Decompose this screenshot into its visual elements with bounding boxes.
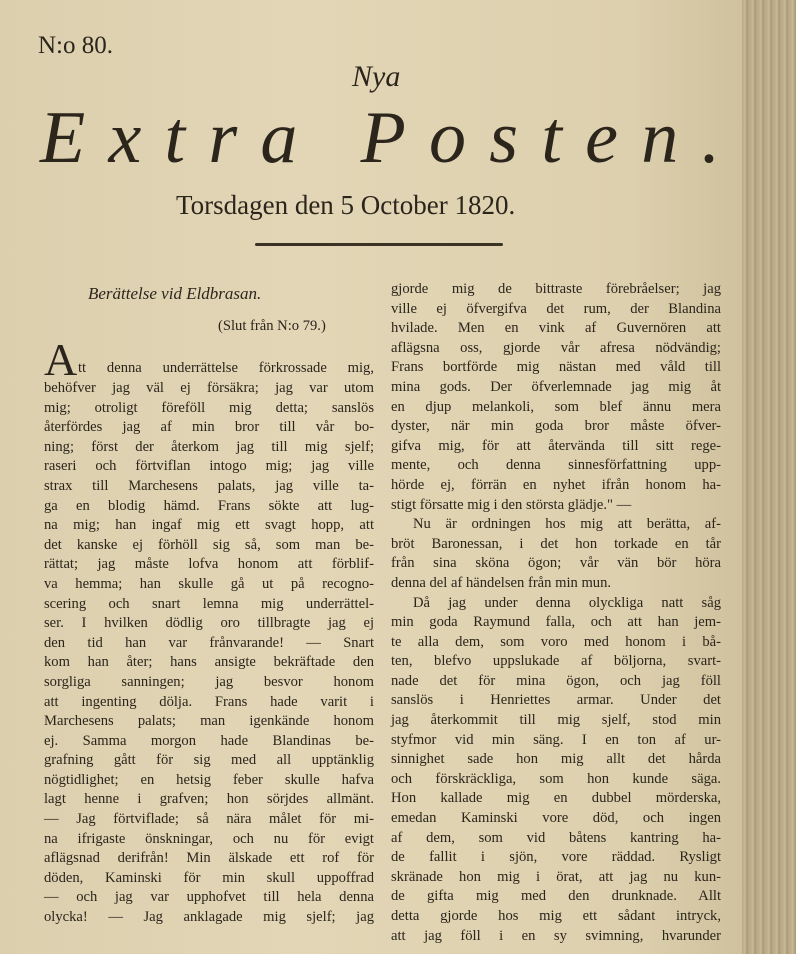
text-line: lagt henne i grafven; hon sörjdes allmänt. (44, 791, 374, 808)
right-column (391, 280, 721, 946)
text-line: det kanske ej förhöll sig så, som man be- (44, 536, 374, 553)
text-line: Då jag under denna olyckliga natt såg (413, 594, 721, 611)
text-line: styfmor vid min säng. I en ton af ur- (391, 731, 721, 748)
text-line: ville ej öfvergifva det rum, der Blandina (391, 300, 721, 317)
article-first-line: tt denna underrättelse förkrossade mig, (78, 360, 374, 376)
text-line: af dem, som vid båtens kantring ha- (391, 829, 721, 846)
text-line: denna del af händelsen från min mun. (391, 574, 612, 591)
text-line: döden, Kaminski för min skull uppoffrad (44, 869, 374, 886)
masthead-letter: t (164, 97, 186, 179)
text-line: nade det för mina ögon, och jag föll (391, 672, 721, 689)
text-line: Frans bortförde mig nästan med våld till (391, 359, 721, 376)
book-spine-edge (742, 0, 796, 954)
text-line: sanslös i Henriettes armar. Under det (391, 692, 721, 709)
masthead-letter: . (701, 97, 720, 179)
text-line: behöfver jag väl ej försäkra; jag var utom (44, 380, 374, 396)
text-line: ning; först der återkom jag till mig sjelf; (44, 438, 374, 455)
text-line: aflägsna oss, gjorde vår afresa nödvändig; (391, 339, 721, 356)
text-line: na ifrigaste önskningar, och nu för evigt (44, 830, 374, 847)
text-line: de fallit i sjön, vore räddad. Rysligt (391, 849, 721, 866)
text-line: hörde ej, förrän en nyhet ifrån honom ha- (391, 476, 721, 493)
text-line: kom han åter; hans ansigte bekräftade den (44, 654, 374, 671)
text-line: olycka! — Jag anklagade mig sjelf; jag (44, 909, 374, 926)
text-line: skränade hon mig i örat, att jag nu kun- (391, 868, 721, 885)
text-line: va hemma; han skulle gå ut på recogno- (44, 575, 374, 592)
masthead-letter: s (489, 97, 519, 179)
text-line: mina gods. Der öfverlemnade jag mig åt (391, 378, 721, 395)
text-line: sinnighet sade hon mig allt det hårda (391, 751, 721, 768)
text-line: min goda Raymund falla, och att han jem- (391, 614, 721, 631)
text-line: de gifta mig med den drunknade. Allt (391, 888, 721, 905)
text-line: den tid han var frånvarande! — Snart (44, 634, 374, 651)
text-line: Marchesens palats; man igenkände honom (44, 713, 374, 730)
article-title: Berättelse vid Eldbrasan. (88, 284, 262, 303)
text-line: ser. I hvilken dödlig oro tillbragte jag ej (44, 615, 374, 632)
masthead-letter: r (208, 97, 238, 179)
text-line: mente, och denna sinnesförfattning upp- (391, 457, 721, 474)
text-line: att jag föll i en sy svimning, hvarunder (391, 927, 721, 944)
masthead-letter: e (585, 97, 618, 179)
text-line: nögtidlighet; en hetsig feber skulle hafva (44, 771, 374, 788)
text-line: jag återkommit till mig sjelf, stod min (391, 712, 721, 729)
text-line: hvilade. Men en vink af Guvernören att (391, 320, 721, 337)
masthead-prefix: Nya (352, 60, 401, 93)
dateline: Torsdagen den 5 October 1820. (176, 190, 516, 220)
header-divider (255, 243, 503, 246)
text-line: emedan Kaminski vore död, och ingen (391, 810, 721, 827)
text-line: mig; otroligt föreföll mig detta; sanslös (44, 399, 374, 416)
text-line: te alla dem, som voro med honom i bå- (391, 633, 721, 650)
text-line: detta gjorde hos mig ett sådant intryck, (391, 908, 721, 924)
text-line: ten, blefvo uppslukade af böljorna, svart- (391, 653, 721, 670)
text-line: återfördes jag af min bror till vår bo- (44, 419, 374, 436)
masthead-letter: o (429, 97, 467, 179)
text-line: — Jag förtviflade; så nära målet för mi- (44, 811, 374, 828)
text-line: na mig; han ingaf mig ett svagt hopp, att (44, 517, 374, 534)
drop-cap: A (44, 334, 78, 385)
left-column (44, 379, 374, 928)
text-line: grafning gått för sig med all upptänklig (44, 752, 374, 769)
text-line: ga en blodig hämd. Frans sökte att lug- (44, 497, 374, 514)
masthead-letter: x (108, 97, 142, 179)
text-line: gjorde mig de bittraste förebråelser; jag (391, 281, 721, 297)
text-line: bröt Baronessan, i det hon torkade en tår (391, 535, 721, 552)
issue-number: N:o 80. (38, 32, 113, 59)
text-line: en djup melankoli, som blef ännu mera (391, 398, 721, 415)
text-line: rättat; jag måste lofva honom att förblif- (44, 556, 374, 573)
masthead-letter: a (260, 97, 298, 179)
text-line: Nu är ordningen hos mig att berätta, af- (413, 516, 721, 533)
continued-note: (Slut från N:o 79.) (218, 318, 326, 334)
text-line: och förskräckliga, som hon kunde säga. (391, 770, 721, 787)
text-line: scering och snart lemna mig underrättel- (44, 595, 374, 612)
text-line: dyster, när min goda bror måste öfver- (391, 418, 721, 435)
text-line: att ingenting dölja. Frans hade varit i (44, 693, 374, 710)
masthead-letter: n (641, 97, 679, 179)
masthead-letter: P (360, 97, 406, 179)
text-line: raseri och förtviflan intogo mig; jag ville (44, 458, 374, 475)
text-line: strax till Marchesens palats, jag ville ta- (44, 477, 374, 494)
text-line: stigt försatte mig i den största glädje." — (391, 496, 632, 513)
text-line: från sina sköna ögon; vår vän bör höra (391, 555, 721, 572)
text-line: ej. Samma morgon hade Blandinas be- (44, 732, 374, 749)
text-line: aflägsnad derifrån! Min älskade ett rof för (44, 850, 374, 867)
text-line: gifva mig, för att återvända till sitt rege- (391, 437, 721, 454)
masthead-letter: E (40, 97, 86, 179)
text-line: Hon kallade mig en dubbel mörderska, (391, 790, 721, 807)
text-line: sorgliga sanningen; jag besvor honom (44, 673, 374, 690)
masthead-letter: t (541, 97, 562, 179)
text-line: — och jag var upphofvet till hela denna (44, 889, 374, 906)
masthead-title (40, 96, 720, 181)
